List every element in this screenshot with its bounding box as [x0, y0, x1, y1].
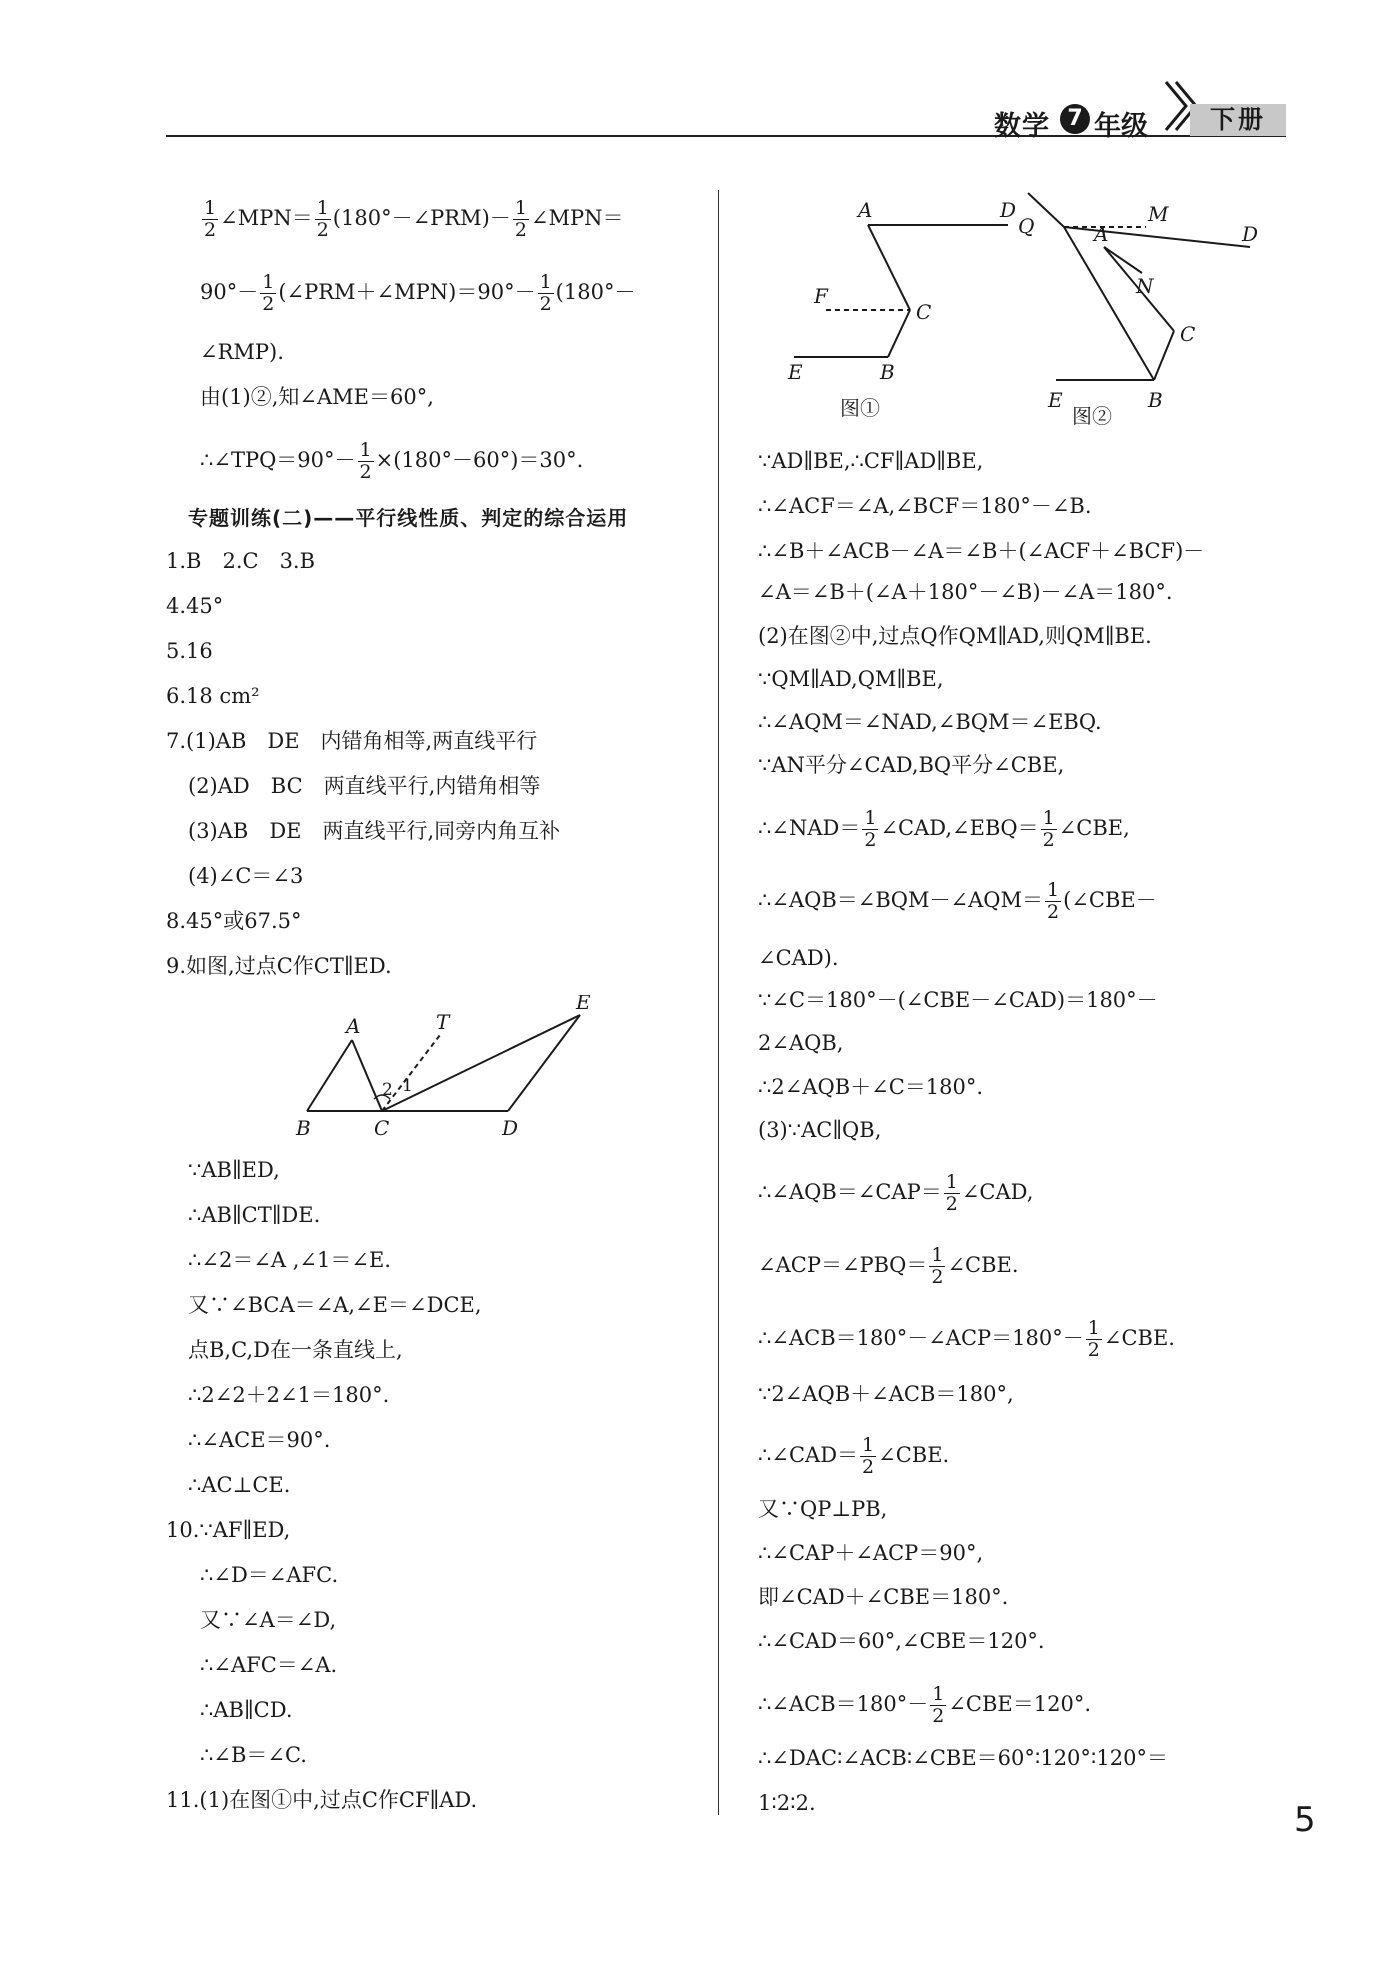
proof-10-line: ∴∠B＝∠C. — [200, 1743, 307, 1767]
proof-9-line: ∴2∠2＋2∠1＝180°. — [188, 1383, 390, 1407]
fig1-caption: 图① — [840, 396, 880, 420]
fig2-label: N — [1136, 274, 1154, 298]
fig2-line-qad — [1064, 227, 1250, 247]
fraction: $\frac{1}{2}$ — [862, 1434, 875, 1478]
proof-9-line: ∴AC⊥CE. — [188, 1473, 291, 1497]
fig1-label: A — [858, 198, 873, 222]
figure-q9 — [290, 995, 610, 1145]
fraction: $\frac{1}{2}$ — [204, 197, 217, 241]
fraction: $\frac{1}{2}$ — [262, 271, 275, 315]
right-line: ∴∠ACF＝∠A,∠BCF＝180°－∠B. — [758, 494, 1092, 518]
fig9-line-ce — [382, 1015, 580, 1111]
fig2-caption: 图② — [1072, 404, 1112, 428]
fig1-line-ac — [868, 225, 910, 310]
fraction: $\frac{1}{2}$ — [864, 807, 877, 851]
answer-6: 6.18 cm² — [166, 684, 260, 708]
proof-9-line: ∴∠ACE＝90°. — [188, 1428, 331, 1452]
fraction: $\frac{1}{2}$ — [932, 1683, 945, 1727]
header-grade-badge: 7 — [1060, 104, 1090, 134]
right-line: 即∠CAD＋∠CBE＝180°. — [758, 1585, 1009, 1609]
fig9-label: T — [436, 1010, 450, 1034]
proof-9-line: ∴∠2＝∠A ,∠1＝∠E. — [188, 1248, 391, 1272]
proof-10-line: ∴∠D＝∠AFC. — [200, 1563, 339, 1587]
proof-10-line: ∴AB∥CD. — [200, 1698, 293, 1722]
right-line: 2∠AQB, — [758, 1031, 844, 1055]
fig9-label: B — [296, 1116, 311, 1140]
answer-8: 8.45°或67.5° — [166, 909, 302, 933]
right-line-frac: ∴∠CAD＝ $\frac{1}{2}$ ∠CBE. — [758, 1434, 950, 1478]
fraction: $\frac{1}{2}$ — [359, 439, 372, 483]
right-line-frac: ∴∠AQB＝∠CAP＝ $\frac{1}{2}$ ∠CAD, — [758, 1171, 1034, 1215]
proof-10-line: 又∵∠A＝∠D, — [200, 1608, 337, 1632]
proof-9-line: ∵AB∥ED, — [188, 1158, 280, 1182]
right-line-frac: ∠ACP＝∠PBQ＝ $\frac{1}{2}$ ∠CBE. — [758, 1244, 1019, 1288]
right-line: 又∵QP⊥PB, — [758, 1497, 888, 1521]
answer-11-intro: 11.(1)在图①中,过点C作CF∥AD. — [166, 1788, 478, 1812]
right-line: ∠CAD). — [758, 946, 839, 970]
fraction: $\frac{1}{2}$ — [1047, 879, 1060, 923]
fig1-line-cb — [888, 310, 910, 357]
left-line-2: 90°－ $\frac{1}{2}$ (∠PRM＋∠MPN)＝90°－ $\frac{1}{2}$ (180°－ — [200, 271, 636, 315]
fig1-label: D — [1000, 198, 1017, 222]
fig9-label: 1 — [402, 1076, 413, 1096]
fraction: $\frac{1}{2}$ — [1042, 807, 1055, 851]
right-line: ∵AD∥BE,∴CF∥AD∥BE, — [758, 449, 984, 473]
right-line: ∴∠CAD＝60°,∠CBE＝120°. — [758, 1629, 1045, 1653]
fig1-label: B — [880, 360, 895, 384]
fig9-label: D — [502, 1116, 519, 1140]
right-line: ∵AN平分∠CAD,BQ平分∠CBE, — [758, 753, 1065, 777]
left-line-1: $\frac{1}{2}$ ∠MPN＝ $\frac{1}{2}$ (180°－∠PRM)－ $\frac{1}{2}$ ∠MPN＝ — [204, 197, 624, 241]
answer-4: 4.45° — [166, 594, 224, 618]
right-line: ∴∠CAP＋∠ACP＝90°, — [758, 1541, 984, 1565]
fig2-label: M — [1148, 202, 1169, 226]
right-line-frac: ∴∠ACB＝180°－∠ACP＝180°－ $\frac{1}{2}$ ∠CBE. — [758, 1317, 1175, 1361]
proof-9-line: ∴AB∥CT∥DE. — [188, 1203, 321, 1227]
figure-2 — [1018, 185, 1268, 445]
header-volume-tab: 下册 — [1190, 104, 1286, 136]
right-line: ∵∠C＝180°－(∠CBE－∠CAD)＝180°－ — [758, 988, 1158, 1012]
fig9-label: C — [374, 1116, 390, 1140]
right-line: ∠A＝∠B＋(∠A＋180°－∠B)－∠A＝180°. — [758, 580, 1173, 604]
right-line: ∴2∠AQB＋∠C＝180°. — [758, 1075, 984, 1099]
fig2-label: B — [1148, 388, 1163, 412]
fig9-label: A — [346, 1014, 361, 1038]
fraction: $\frac{1}{2}$ — [316, 197, 329, 241]
figure-1 — [780, 195, 1030, 435]
header-subject: 数学 — [994, 111, 1050, 142]
page-number: 5 — [1294, 1800, 1316, 1840]
fig2-label: D — [1242, 222, 1259, 246]
left-line-3: ∠RMP). — [200, 340, 284, 364]
answer-10-intro: 10.∵AF∥ED, — [166, 1518, 291, 1542]
fraction: $\frac{1}{2}$ — [1087, 1317, 1100, 1361]
left-line-5: ∴∠TPQ＝90°－ $\frac{1}{2}$ ×(180°－60°)＝30°. — [200, 439, 584, 483]
right-line-frac: ∴∠NAD＝ $\frac{1}{2}$ ∠CAD,∠EBQ＝ $\frac{1}{2}$ ∠CBE, — [758, 807, 1130, 851]
right-line-frac: ∴∠ACB＝180°－ $\frac{1}{2}$ ∠CBE＝120°. — [758, 1683, 1091, 1727]
right-line: ∴∠DAC∶∠ACB∶∠CBE＝60°∶120°∶120°＝ — [758, 1746, 1168, 1770]
fraction: $\frac{1}{2}$ — [514, 197, 527, 241]
fig9-line-ac — [352, 1040, 382, 1111]
header-grade-label: 年级 — [1094, 111, 1148, 142]
fig1-label: F — [814, 284, 828, 308]
answer-5: 5.16 — [166, 639, 213, 663]
fig9-label: E — [576, 995, 591, 1014]
proof-10-line: ∴∠AFC＝∠A. — [200, 1653, 338, 1677]
fig2-line-cb — [1154, 331, 1174, 380]
answer-7-4: (4)∠C＝∠3 — [188, 864, 304, 888]
fraction: $\frac{1}{2}$ — [931, 1244, 944, 1288]
left-line-4: 由(1)②,知∠AME＝60°, — [200, 385, 434, 409]
fig2-label: Q — [1018, 214, 1035, 238]
right-line: ∴∠AQM＝∠NAD,∠BQM＝∠EBQ. — [758, 710, 1102, 734]
fraction: $\frac{1}{2}$ — [945, 1171, 958, 1215]
column-divider — [718, 190, 719, 1815]
fig2-label: A — [1094, 222, 1109, 246]
right-line: ∴∠B＋∠ACB－∠A＝∠B＋(∠ACF＋∠BCF)－ — [758, 539, 1205, 563]
right-line: (2)在图②中,过点Q作QM∥AD,则QM∥BE. — [758, 624, 1152, 648]
right-line: ∵2∠AQB＋∠ACB＝180°, — [758, 1382, 1014, 1406]
fig9-line-ba — [307, 1040, 352, 1111]
answer-9-intro: 9.如图,过点C作CT∥ED. — [166, 954, 392, 978]
answer-1-3: 1.B 2.C 3.B — [166, 549, 316, 573]
answer-7-2: (2)AD BC 两直线平行,内错角相等 — [188, 774, 541, 798]
fraction: $\frac{1}{2}$ — [539, 271, 552, 315]
fig1-label: C — [916, 300, 932, 324]
right-line: (3)∵AC∥QB, — [758, 1118, 882, 1142]
answer-7-3: (3)AB DE 两直线平行,同旁内角互补 — [188, 819, 561, 843]
section-title: 专题训练(二)——平行线性质、判定的综合运用 — [188, 506, 629, 530]
right-line: 1∶2∶2. — [758, 1791, 816, 1815]
proof-9-line: 点B,C,D在一条直线上, — [188, 1338, 403, 1362]
proof-9-line: 又∵∠BCA＝∠A,∠E＝∠DCE, — [188, 1293, 482, 1317]
right-line: ∵QM∥AD,QM∥BE, — [758, 667, 944, 691]
fig2-label: C — [1180, 322, 1196, 346]
fig2-label: E — [1048, 388, 1063, 412]
answer-7-1: 7.(1)AB DE 内错角相等,两直线平行 — [166, 729, 538, 753]
fig9-line-de — [508, 1015, 580, 1111]
fig1-label: E — [788, 360, 803, 384]
right-line-frac: ∴∠AQB＝∠BQM－∠AQM＝ $\frac{1}{2}$ (∠CBE－ — [758, 879, 1157, 923]
fig9-label: 2 — [382, 1080, 393, 1100]
